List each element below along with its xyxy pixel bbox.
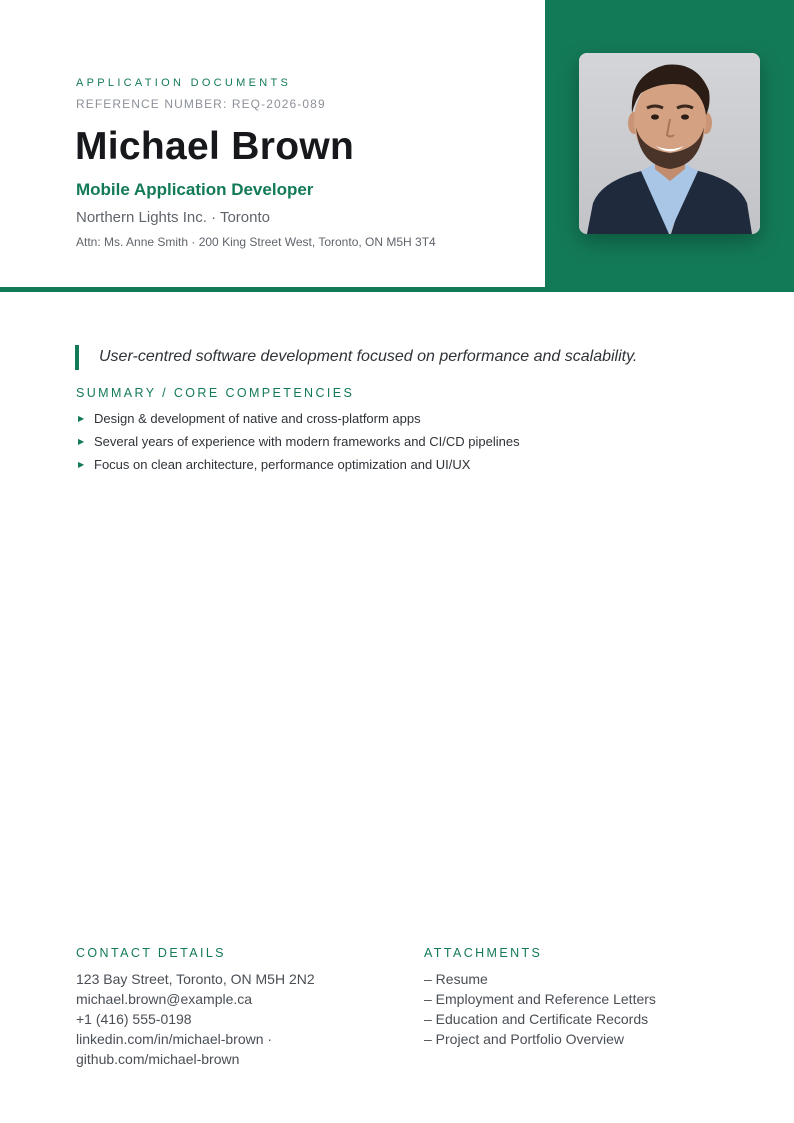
document-category-label: APPLICATION DOCUMENTS bbox=[76, 77, 292, 89]
quote-accent-bar bbox=[75, 345, 79, 370]
company-location: Northern Lights Inc. · Toronto bbox=[76, 209, 270, 226]
profile-quote: User-centred software development focused on performance and scalability. bbox=[99, 348, 638, 365]
competency-text: Focus on clean architecture, performance optimization and UI/UX bbox=[94, 457, 471, 472]
triangle-bullet-icon: ▶ bbox=[78, 460, 85, 469]
list-item bbox=[76, 456, 520, 479]
triangle-bullet-icon: ▶ bbox=[78, 414, 85, 423]
list-item: – Resume bbox=[424, 971, 488, 987]
contact-linkedin[interactable]: linkedin.com/in/michael-brown · bbox=[76, 1031, 273, 1047]
list-item: – Education and Certificate Records bbox=[424, 1011, 649, 1027]
job-title: Mobile Application Developer bbox=[76, 180, 314, 199]
competency-text: Several years of experience with modern frameworks and CI/CD pipelines bbox=[94, 434, 520, 449]
contact-details bbox=[76, 969, 315, 1069]
contact-email[interactable]: michael.brown@example.ca bbox=[76, 991, 253, 1007]
contact-heading: CONTACT DETAILS bbox=[76, 946, 226, 960]
contact-phone: +1 (416) 555-0198 bbox=[76, 1011, 192, 1027]
summary-heading: SUMMARY / CORE COMPETENCIES bbox=[76, 386, 355, 400]
competency-text: Design & development of native and cross-platform apps bbox=[94, 411, 421, 426]
list-item: – Project and Portfolio Overview bbox=[424, 1031, 624, 1047]
profile-photo bbox=[579, 53, 760, 234]
list-item: – Employment and Reference Letters bbox=[424, 991, 656, 1007]
triangle-bullet-icon: ▶ bbox=[78, 437, 85, 446]
recipient-address: Attn: Ms. Anne Smith · 200 King Street West, Toronto, ON M5H 3T4 bbox=[76, 235, 436, 249]
list-item bbox=[76, 410, 520, 433]
header-divider bbox=[0, 287, 794, 292]
list-item bbox=[76, 433, 520, 456]
competencies-list bbox=[76, 410, 520, 479]
portrait-photo bbox=[579, 53, 760, 234]
applicant-name: Michael Brown bbox=[75, 125, 355, 168]
contact-address: 123 Bay Street, Toronto, ON M5H 2N2 bbox=[76, 971, 315, 987]
contact-github[interactable]: github.com/michael-brown bbox=[76, 1051, 240, 1067]
attachments-list bbox=[424, 969, 656, 1049]
attachments-heading: ATTACHMENTS bbox=[424, 946, 543, 960]
reference-number: REFERENCE NUMBER: REQ-2026-089 bbox=[76, 97, 326, 111]
